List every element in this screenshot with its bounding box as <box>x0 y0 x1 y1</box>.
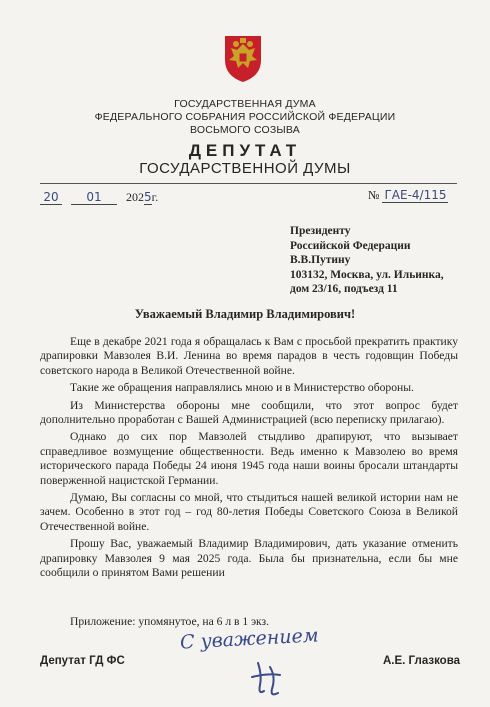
header-line-3: ВОСЬМОГО СОЗЫВА <box>190 124 300 136</box>
date-year-suffix: 5 <box>144 190 152 204</box>
header-line-1: ГОСУДАРСТВЕННАЯ ДУМА <box>174 98 316 110</box>
salutation: Уважаемый Владимир Владимирович! <box>134 307 356 321</box>
addressee-line-5: дом 23/16, подъезд 11 <box>290 283 398 295</box>
header-title-2: ГОСУДАРСТВЕННОЙ ДУМЫ <box>139 160 351 177</box>
handwritten-note: С уважением <box>179 624 320 654</box>
registration-value: ГАЕ-4/115 <box>384 188 447 202</box>
signature-icon <box>240 655 300 700</box>
letter-date <box>40 190 158 205</box>
coat-of-arms-icon <box>219 30 267 84</box>
registration-label: № <box>368 188 380 202</box>
date-year-prefix: 202 <box>126 190 144 204</box>
paragraph: Из Министерства обороны мне сообщили, что этот вопрос будет дополнительно проработан с Вашей Администрацией (всю переписку прилагаю). <box>40 398 458 427</box>
registration-number <box>368 188 448 203</box>
date-month: 01 <box>71 190 117 205</box>
paragraph: Однако до сих пор Мавзолей стыдливо драпируют, что вызывает справедливое возмущение общественности. Ведь именно к Мавзолею во время исторического парада Победы 24 июня 1945 года наши воины бросали штандарты поверженной нацистской Германии. <box>40 430 458 487</box>
letterhead <box>0 98 490 178</box>
paragraph: Прошу Вас, уважаемый Владимир Владимирович, дать указание отменить драпировку Мавзолея 9 мая 2025 года. Была бы признательна, если бы мне сообщили о принятом Вами решении <box>40 537 458 580</box>
date-suffix: г. <box>151 190 159 204</box>
paragraph: Думаю, Вы согласны со мной, что стыдиться нашей великой истории нам не зачем. Особенно в этот год – год 80-летия Победы Советского Союза в Великой Отечественной войне. <box>40 491 458 533</box>
letter-body <box>40 335 458 584</box>
attachment-note: Приложение: упомянутое, на 6 л в 1 экз. <box>70 615 270 628</box>
paragraph: Еще в декабре 2021 года я обращалась к Вам с просьбой прекратить практику драпировки Мавзолея В.И. Ленина во время парадов в честь годовщин Победы советского народа в Великой Отечественной войне. <box>40 335 458 377</box>
header-title-1: ДЕПУТАТ <box>188 141 302 160</box>
addressee-line-2: Российской Федерации <box>290 239 411 252</box>
header-divider <box>40 183 457 184</box>
addressee-line-3: В.В.Путину <box>290 254 351 266</box>
signer-position: Депутат ГД ФС <box>40 655 125 667</box>
addressee-line-1: Президенту <box>290 225 351 237</box>
signer-name: А.Е. Глазкова <box>383 655 461 667</box>
date-day: 20 <box>40 190 62 205</box>
header-line-2: ФЕДЕРАЛЬНОГО СОБРАНИЯ РОССИЙСКОЙ ФЕДЕРАЦИИ <box>94 111 396 123</box>
addressee-block <box>290 224 444 297</box>
paragraph: Такие же обращения направлялись мною и в Министерство обороны. <box>70 381 414 395</box>
addressee-line-4: 103132, Москва, ул. Ильинка, <box>290 268 444 281</box>
